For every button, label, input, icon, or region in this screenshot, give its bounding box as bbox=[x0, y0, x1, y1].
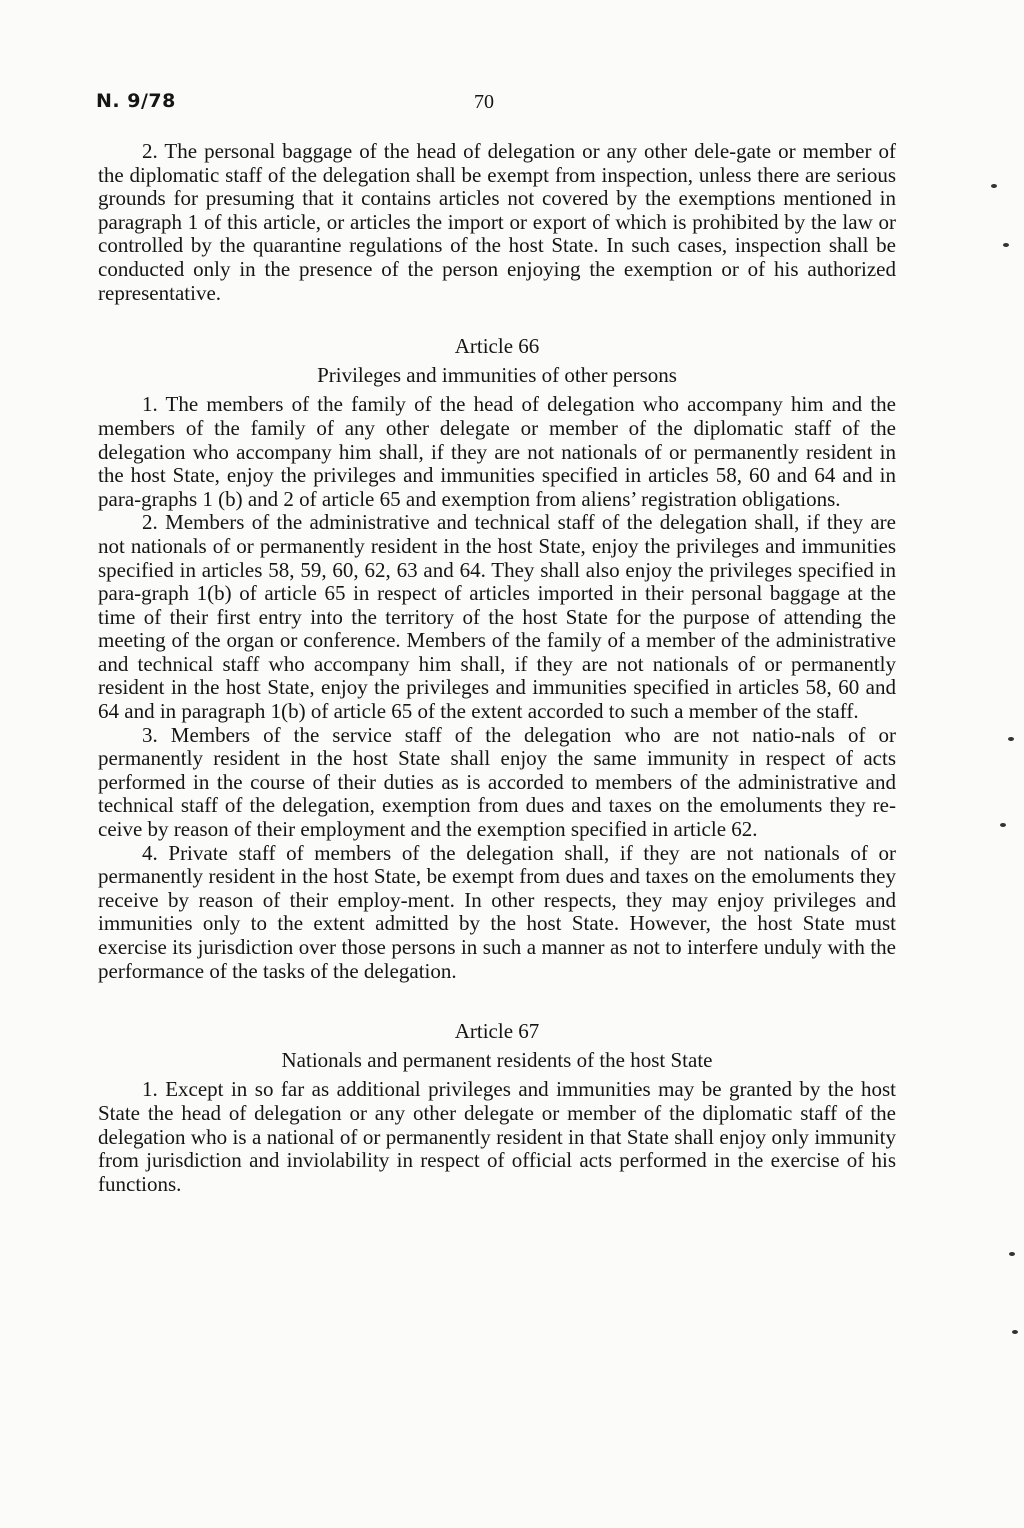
article-66-paragraph-4: 4. Private staff of members of the delegation shall, if they are not nationals of or permanently resident in the host State, be exempt from dues and taxes on the emoluments they receive by reason of their employ-ment. In other respects, they may enjoy privileges and immunities only to the extent admitted by the host State. However, the host State must exercise its jurisdiction over those persons in such a manner as not to interfere unduly with the performance of the tasks of the delegation. bbox=[98, 840, 896, 983]
scan-speck bbox=[1012, 1330, 1018, 1334]
article-title: Privileges and immunities of other persons bbox=[317, 362, 677, 387]
article-66-paragraph-1: 1. The members of the family of the head of delegation who accompany him and the members of the family of any other delegate or member of the diplomatic staff of the delegation who accompany him shall, if they are not nationals of or permanently resident in the host State, enjoy the privileges and immunities specified in articles 58, 60 and 64 and in para-graphs 1 (b) and 2 of article 65 and exemption from aliens’ registration obligations. bbox=[98, 392, 896, 511]
article-heading: Article 67 bbox=[454, 1019, 540, 1044]
article-66-paragraph-2: 2. Members of the administrative and technical staff of the delegation shall, if they are not nationals of or permanently resident in the host State, enjoy the privileges and immunities specified in articles 58, 59, 60, 62, 63 and 64. They shall also enjoy the privileges specified in para-graph 1(b) of article 65 in respect of articles imported in their personal baggage at the time of their first entry into the territory of the host State for the purpose of attending the meeting of the organ or conference. Members of the family of a member of the administrative and technical staff who accompany him shall, if they are not nationals of or permanently resident in the host State, enjoy the privileges and immunities specified in articles 58, 60 and 64 and in paragraph 1(b) of article 65 of the extent accorded to such a member of the staff. bbox=[98, 510, 896, 724]
document-body bbox=[98, 140, 896, 1196]
article-heading: Article 66 bbox=[454, 334, 540, 359]
article-66-paragraph-3: 3. Members of the service staff of the delegation who are not natio-nals of or permanently resident in the host State shall enjoy the same immunity in respect of acts performed in the course of their duties as is accorded to members of the administrative and technical staff of the delegation, exemption from dues and taxes on the emoluments they re-ceive by reason of their employment and the exemption specified in article 62. bbox=[98, 722, 896, 842]
scan-speck bbox=[1000, 823, 1006, 827]
article-title: Nationals and permanent residents of the host State bbox=[281, 1047, 713, 1072]
document-number: N. 9/78 bbox=[96, 90, 176, 112]
paragraph-baggage-exemption: 2. The personal baggage of the head of delegation or any other dele-gate or member of the diplomatic staff of the delegation shall be exempt from inspection, unless there are serious grounds for presuming that it contains articles not covered by the exemptions mentioned in paragraph 1 of this article, or articles the import or export of which is prohibited by the law or controlled by the quarantine regulations of the host State. In such cases, inspection shall be conducted only in the presence of the person enjoying the exemption or of his authorized representative. bbox=[98, 139, 896, 305]
scan-speck bbox=[1003, 243, 1009, 247]
scan-speck bbox=[991, 184, 997, 188]
article-66-heading-block bbox=[98, 335, 896, 387]
scan-speck bbox=[1008, 737, 1014, 741]
article-67-heading-block bbox=[98, 1020, 896, 1072]
page-number: 70 bbox=[474, 91, 494, 113]
running-head bbox=[96, 90, 896, 120]
scan-speck bbox=[1009, 1252, 1015, 1256]
article-67-paragraph-1: 1. Except in so far as additional privileges and immunities may be granted by the host State the head of delegation or any other delegate or member of the diplomatic staff of the delegation who is a national of or permanently resident in that State shall enjoy only immunity from jurisdiction and inviolability in respect of official acts performed in the exercise of his functions. bbox=[98, 1077, 896, 1196]
